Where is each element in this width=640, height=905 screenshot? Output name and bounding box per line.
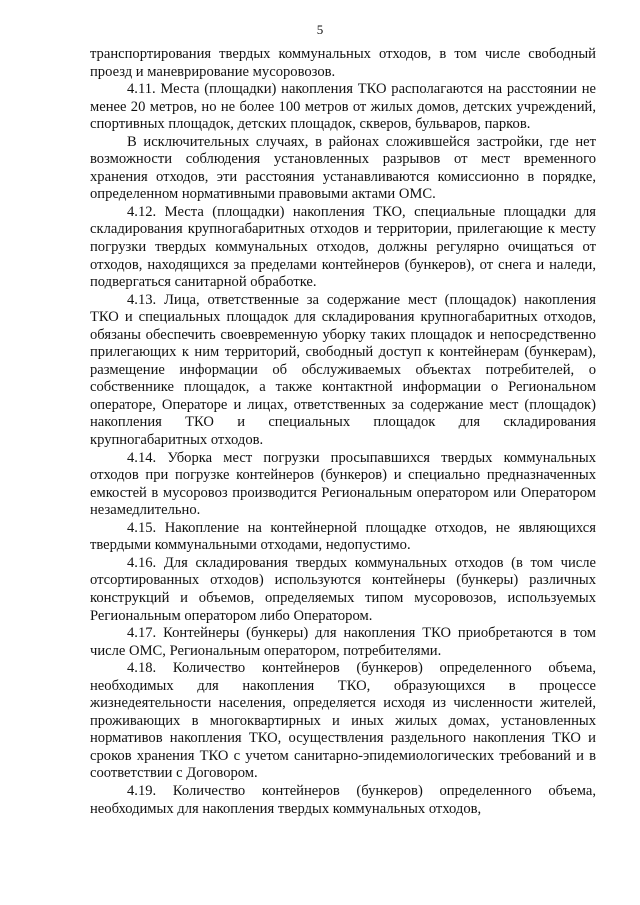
paragraph-4-15: 4.15. Накопление на контейнерной площадке отходов, не являющихся твердыми коммунальными отходами, недопустимо.: [90, 519, 596, 554]
paragraph-continuation: транспортирования твердых коммунальных отходов, в том числе свободный проезд и маневрирование мусоровозов.: [90, 46, 596, 80]
paragraph-4-18: 4.18. Количество контейнеров (бункеров) определенного объема, необходимых для накопления ТКО, образующихся в процессе жизнедеятельности населения, определяется исходя из численности жителей, проживающих в многоквартирных и иных жилых домах, установленных нормативов накопления ТКО, осуществления раздельного накопления ТКО и сроков хранения ТКО с учетом санитарно-эпидемиологических требований и в соответствии с Договором.: [90, 660, 596, 782]
paragraph-4-16: 4.16. Для складирования твердых коммунальных отходов (в том числе отсортированных отходов) используются контейнеры (бункеры) различных конструкций и объемов, определяемых типом мусоровозов, используемых Региональным оператором либо Оператором.: [90, 554, 596, 624]
paragraph-4-13: 4.13. Лица, ответственные за содержание мест (площадок) накопления ТКО и специальных площадок для складирования крупногабаритных отходов, обязаны обеспечить своевременную уборку таких площадок и непосредственно прилегающих к ним территорий, свободный доступ к контейнерам (бункерам), размещение информации об обслуживаемых объектах потребителей, о собственнике площадок, а также контактной информации о Региональном операторе, Операторе и лицах, ответственных за содержание мест (площадок) накопления ТКО и специальных площадок для складирования крупногабаритных отходов.: [90, 291, 596, 449]
paragraph-exceptional-cases: В исключительных случаях, в районах сложившейся застройки, где нет возможности соблюдения установленных разрывов от мест временного хранения отходов, эти расстояния устанавливаются комиссионно в порядке, определенном нормативными правовыми актами ОМС.: [90, 133, 596, 203]
page-number: 5: [316, 22, 324, 37]
paragraph-4-12: 4.12. Места (площадки) накопления ТКО, специальные площадки для складирования крупногабаритных отходов и территории, прилегающие к месту погрузки твердых коммунальных отходов, должны регулярно очищаться от отходов, находящихся за пределами контейнеров (бункеров), от снега и наледи, подвергаться санитарной обработке.: [90, 203, 596, 291]
document-body: [90, 46, 596, 818]
paragraph-4-11: 4.11. Места (площадки) накопления ТКО располагаются на расстоянии не менее 20 метров, но не более 100 метров от жилых домов, детских учреждений, спортивных площадок, детских площадок, скверов, бульваров, парков.: [90, 81, 596, 133]
paragraph-4-14: 4.14. Уборка мест погрузки просыпавшихся твердых коммунальных отходов при погрузке контейнеров (бункеров) и специально предназначенных емкостей в мусоровоз производится Региональным оператором или Оператором незамедлительно.: [90, 449, 596, 519]
paragraph-4-17: 4.17. Контейнеры (бункеры) для накопления ТКО приобретаются в том числе ОМС, Региональным оператором, потребителями.: [90, 625, 596, 659]
paragraph-4-19: 4.19. Количество контейнеров (бункеров) определенного объема, необходимых для накопления твердых коммунальных отходов,: [90, 782, 596, 817]
